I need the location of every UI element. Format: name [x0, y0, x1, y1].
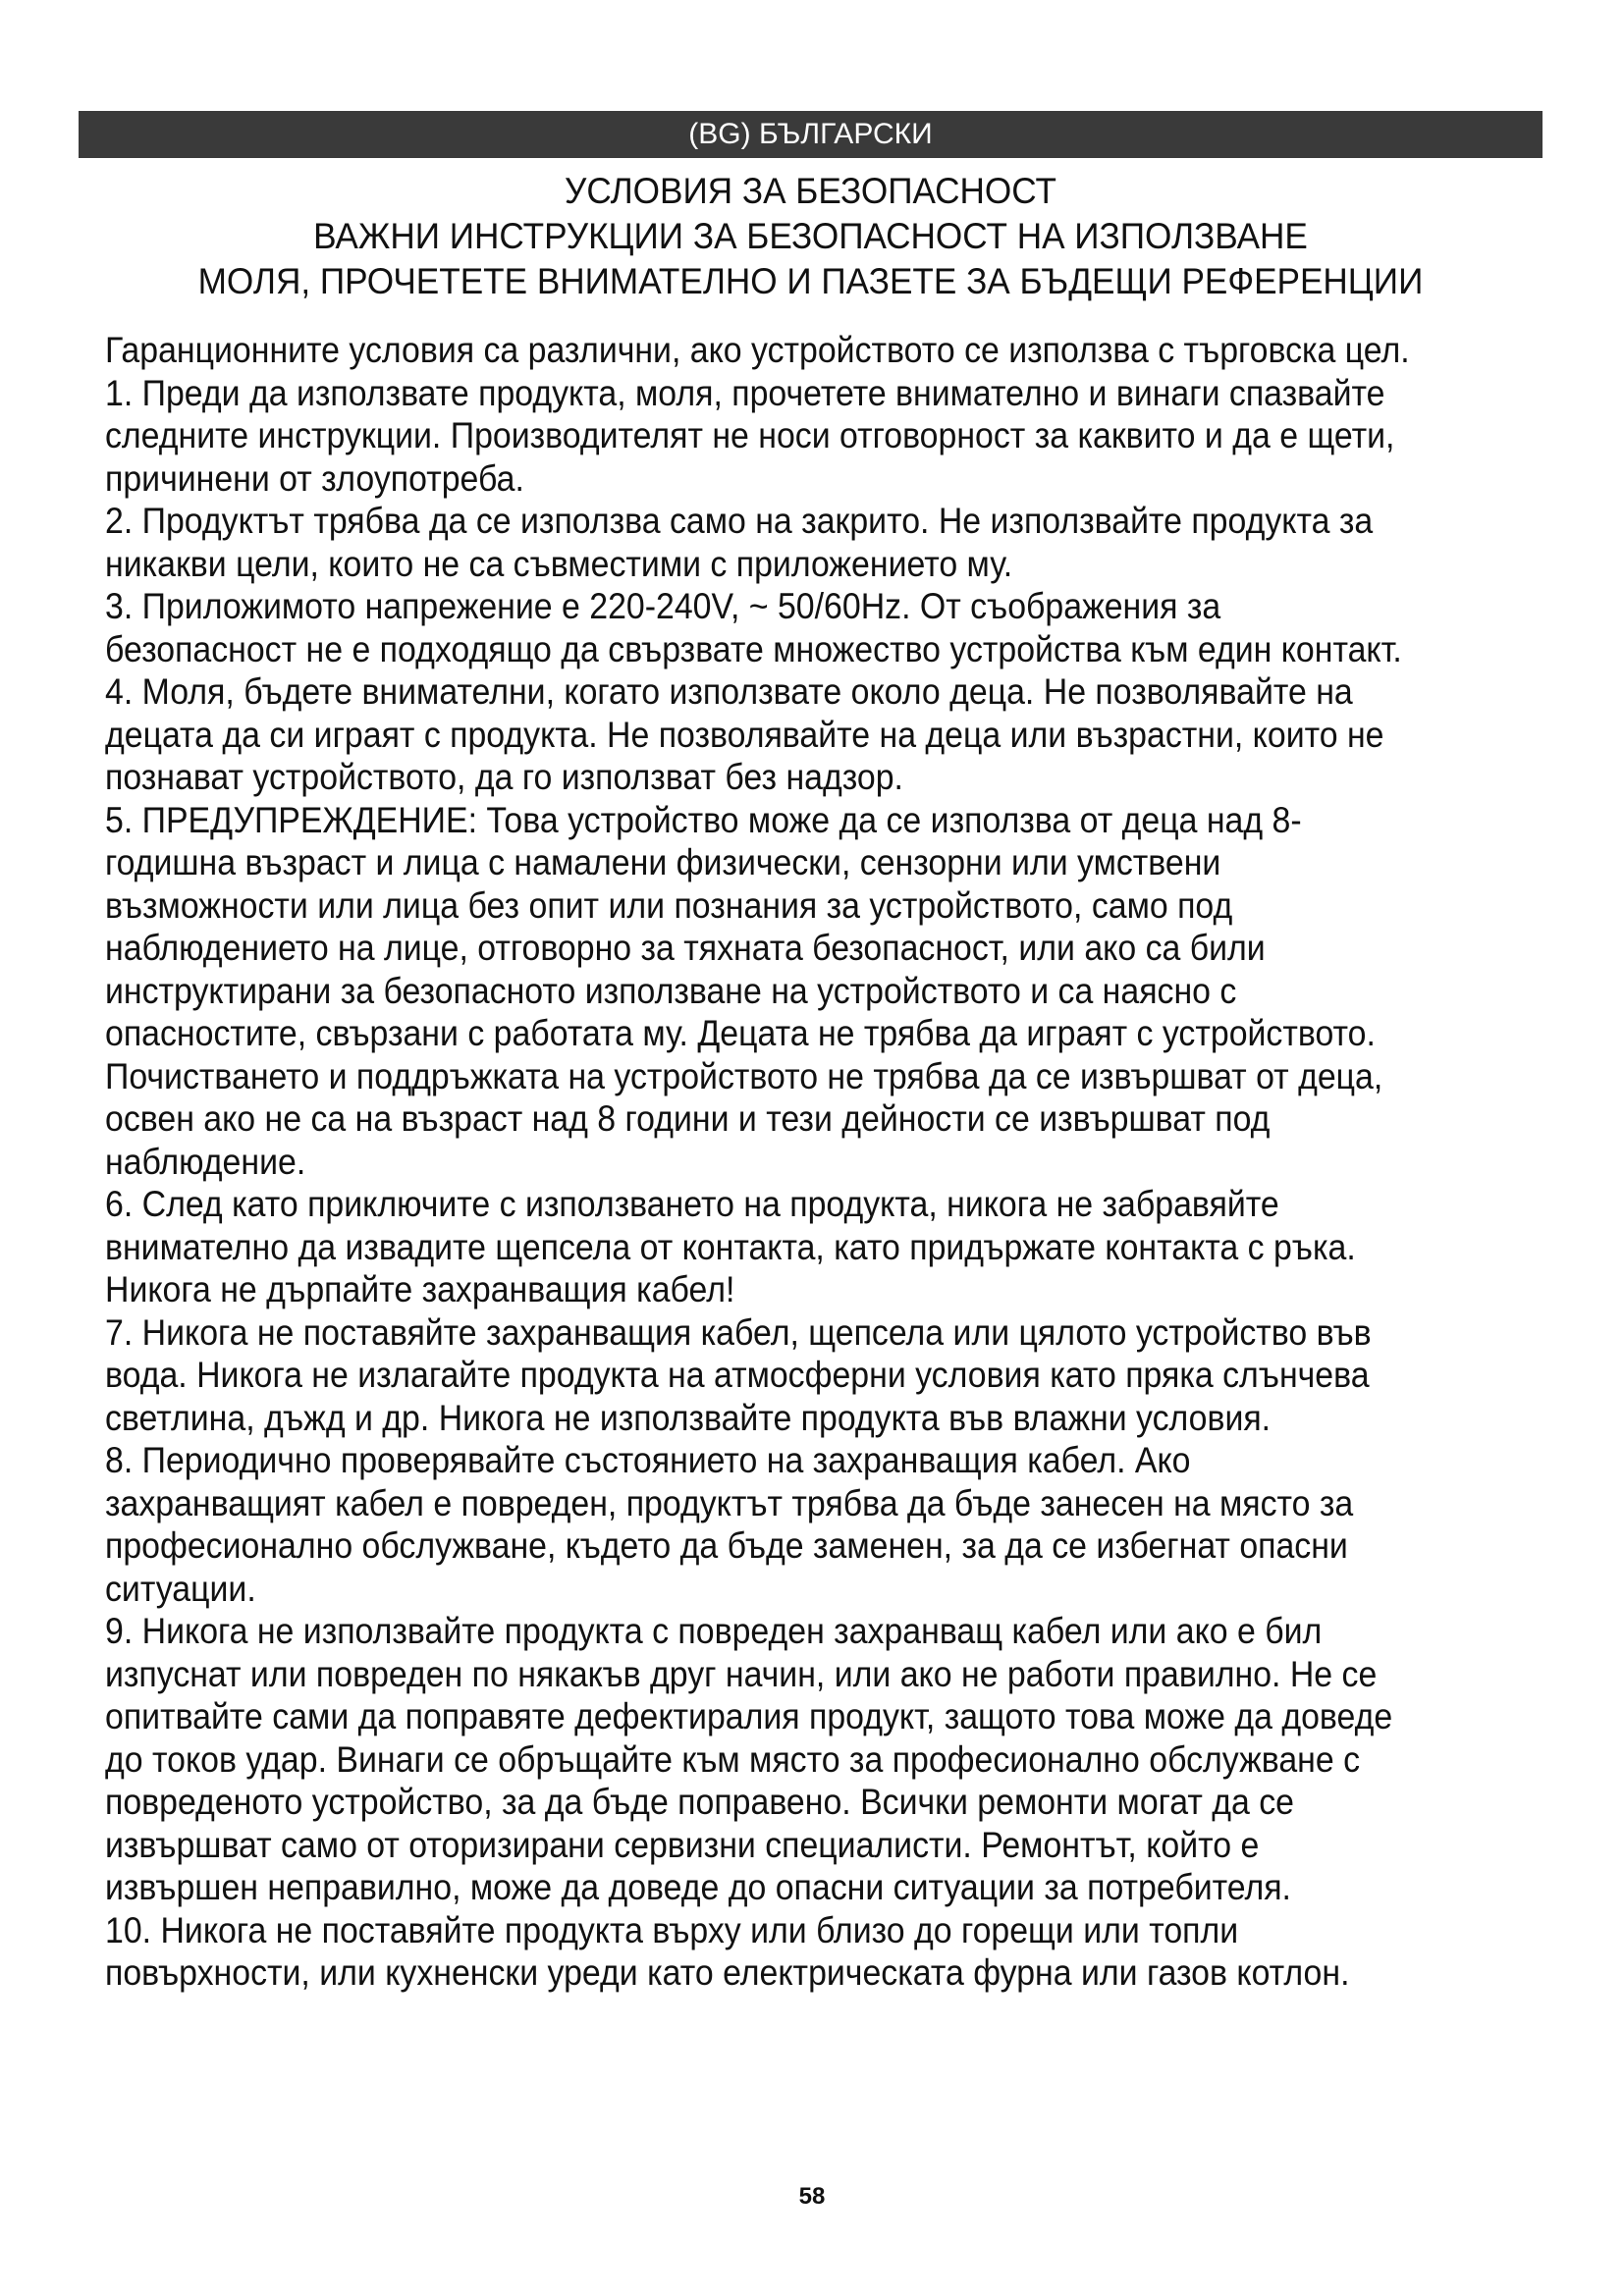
instruction-item-5: 5. ПРЕДУПРЕЖДЕНИЕ: Това устройство може да се използва от деца над 8-годишна възраст и лица с намалени физически, сензорни или умствени възможности или лица без опит или познания за устройството, само под наблюдението на лице, отговорно за тяхната безопасност, или ако са били инструктирани за безопасното използване на устройството и са наясно с опасностите, свързани с работата му. Децата не трябва да играят с устройството. Почистването и поддръжката на устройството не трябва да се извършват от деца, освен ако не са на възраст над 8 години и тези дейности се извършват под наблюдение. [105, 799, 1383, 1182]
warranty-intro: Гаранционните условия са различни, ако устройството се използва с търговска цел. [105, 330, 1410, 370]
instruction-item-8: 8. Периодично проверявайте състоянието на захранващия кабел. Ако захранващият кабел е повреден, продуктът трябва да бъде занесен на място за професионално обслужване, където да бъде заменен, за да се избегнат опасни ситуации. [105, 1440, 1354, 1609]
instruction-item-2: 2. Продуктът трябва да се използва само на закрито. Не използвайте продукта за никакви цели, които не са съвместими с приложението му. [105, 501, 1374, 584]
language-label: (BG) БЪЛГАРСКИ [688, 118, 933, 150]
instruction-item-3: 3. Приложимото напрежение е 220-240V, ~ 50/60Hz. От съображения за безопасност не е подходящо да свързвате множество устройства към един контакт. [105, 586, 1402, 669]
instruction-item-1: 1. Преди да използвате продукта, моля, прочетете внимателно и винаги спазвайте следните инструкции. Производителят не носи отговорност за каквито и да е щети, причинени от злоупотреба. [105, 372, 1395, 499]
safety-instructions-body [105, 329, 1417, 1995]
instruction-item-6: 6. След като приключите с използването на продукта, никога не забравяйте внимателно да извадите щепсела от контакта, като придържате контакта с ръка. Никога не дърпайте захранващия кабел! [105, 1184, 1356, 1309]
instruction-item-9: 9. Никога не използвайте продукта с повреден захранващ кабел или ако е бил изпуснат или повреден по някакъв друг начин, или ако не работи правилно. Не се опитвайте сами да поправяте дефектиралия продукт, защото това може да доведе до токов удар. Винаги се обръщайте към място за професионално обслужване с повреденото устройство, за да бъде поправено. Всички ремонти могат да се извършват само от оторизирани сервизни специалисти. Ремонтът, който е извършен неправилно, може да доведе до опасни ситуации за потребителя. [105, 1611, 1393, 1907]
page-number: 58 [798, 2183, 826, 2210]
language-header-bar [79, 111, 1543, 158]
read-carefully-notice: МОЛЯ, ПРОЧЕТЕТЕ ВНИМАТЕЛНО И ПАЗЕТЕ ЗА БЪДЕЩИ РЕФЕРЕНЦИИ [197, 261, 1424, 301]
section-subtitle: ВАЖНИ ИНСТРУКЦИИ ЗА БЕЗОПАСНОСТ НА ИЗПОЛЗВАНЕ [313, 216, 1308, 256]
instruction-item-4: 4. Моля, бъдете внимателни, когато използвате около деца. Не позволявайте на децата да си играят с продукта. Не позволявайте на деца или възрастни, които не познават устройството, да го използват без надзор. [105, 671, 1384, 797]
instruction-item-7: 7. Никога не поставяйте захранващия кабел, щепсела или цялото устройство във вода. Никога не излагайте продукта на атмосферни условия като пряка слънчева светлина, дъжд и др. Никога не използвайте продукта във влажни условия. [105, 1311, 1372, 1438]
safety-headings [115, 169, 1505, 304]
instruction-item-10: 10. Никога не поставяйте продукта върху или близо до горещи или топли повърхности, или кухненски уреди като електрическата фурна или газов котлон. [105, 1909, 1350, 1993]
section-title: УСЛОВИЯ ЗА БЕЗОПАСНОСТ [565, 171, 1056, 211]
